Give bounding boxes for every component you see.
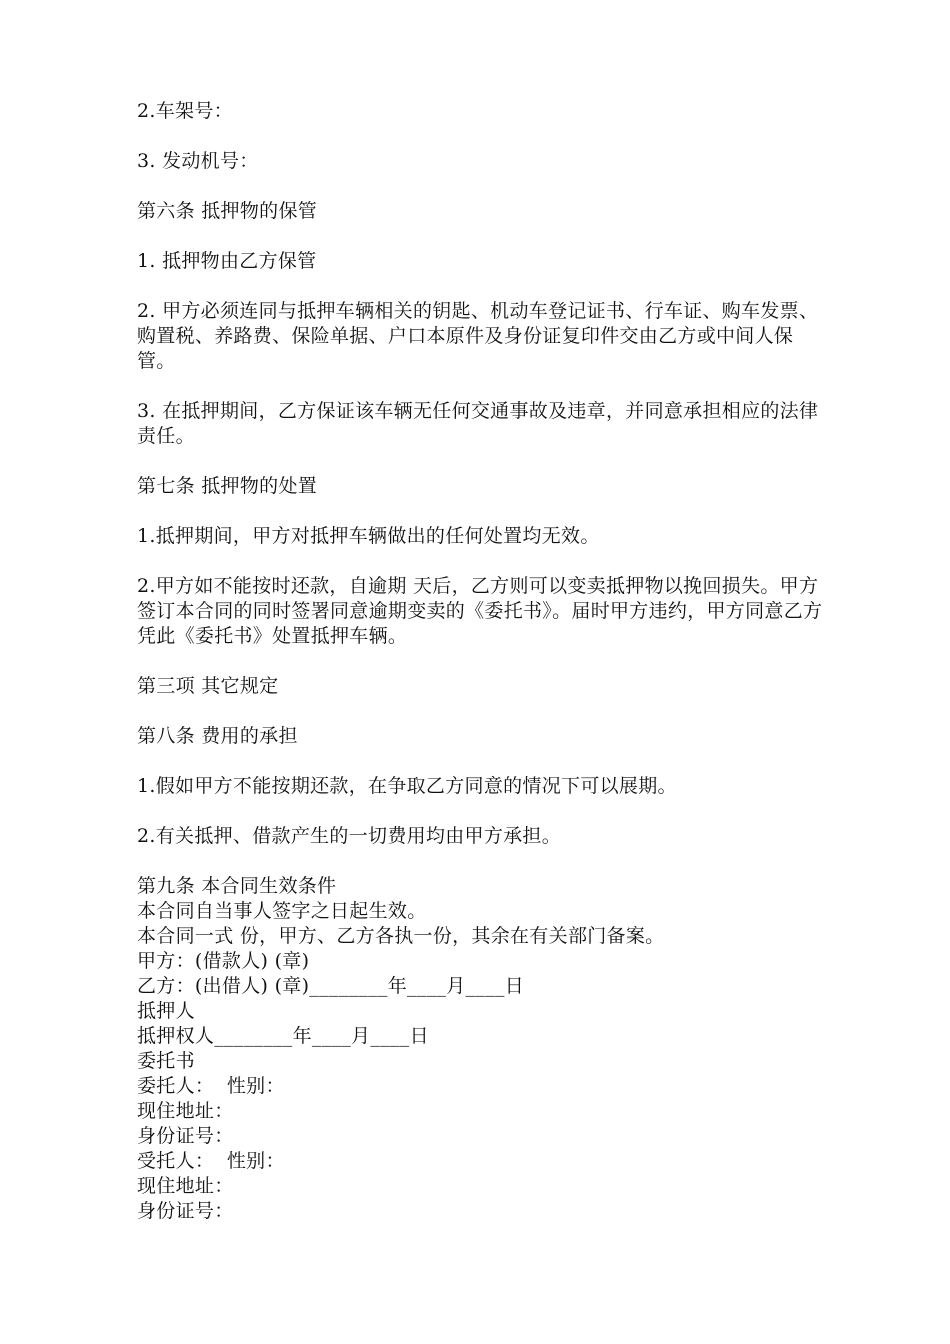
article-seven-item-2: 2.甲方如不能按时还款，自逾期 天后，乙方则可以变卖抵押物以挽回损失。甲方签订本合同的同时签署同意逾期变卖的《委托书》。届时甲方违约，甲方同意乙方凭此《委托书》处置抵押车辆。: [137, 575, 823, 647]
mortgagee-signature: 抵押权人________年____月____日: [137, 1025, 429, 1047]
article-eight-item-2: 2.有关抵押、借款产生的一切费用均由甲方承担。: [137, 825, 562, 847]
article-seven-item-1: 1.抵押期间，甲方对抵押车辆做出的任何处置均无效。: [137, 525, 600, 547]
agent-address-line: 现住地址：: [137, 1175, 234, 1197]
article-eight-heading: 第八条 费用的承担: [137, 725, 298, 747]
agent-line: 受托人： 性别：: [137, 1150, 285, 1172]
power-of-attorney-title: 委托书: [137, 1050, 195, 1072]
principal-address-line: 现住地址：: [137, 1100, 234, 1122]
frame-number-line: 2.车架号：: [137, 100, 233, 122]
agent-id-line: 身份证号：: [137, 1200, 234, 1222]
principal-line: 委托人： 性别：: [137, 1075, 285, 1097]
article-nine-heading: 第九条 本合同生效条件: [137, 875, 337, 897]
article-six-heading: 第六条 抵押物的保管: [137, 200, 318, 222]
article-six-item-2: 2. 甲方必须连同与抵押车辆相关的钥匙、机动车登记证书、行车证、购车发票、购置税、养路费、保险单据、户口本原件及身份证复印件交由乙方或中间人保管。: [137, 300, 819, 372]
mortgagor-label: 抵押人: [137, 1000, 195, 1022]
article-seven-heading: 第七条 抵押物的处置: [137, 475, 318, 497]
party-a-signature: 甲方：(借款人) (章): [137, 950, 310, 972]
engine-number-line: 3. 发动机号：: [137, 150, 259, 172]
article-eight-item-1: 1.假如甲方不能按期还款，在争取乙方同意的情况下可以展期。: [137, 775, 677, 797]
article-six-item-1: 1. 抵押物由乙方保管: [137, 250, 317, 272]
effective-clause: 本合同自当事人签字之日起生效。: [137, 900, 427, 922]
party-b-signature: 乙方：(出借人) (章)________年____月____日: [137, 975, 524, 997]
article-six-item-3: 3. 在抵押期间，乙方保证该车辆无任何交通事故及违章，并同意承担相应的法律责任。: [137, 400, 819, 447]
copies-clause: 本合同一式 份，甲方、乙方各执一份，其余在有关部门备案。: [137, 925, 665, 947]
part-three-heading: 第三项 其它规定: [137, 675, 279, 697]
principal-id-line: 身份证号：: [137, 1125, 234, 1147]
